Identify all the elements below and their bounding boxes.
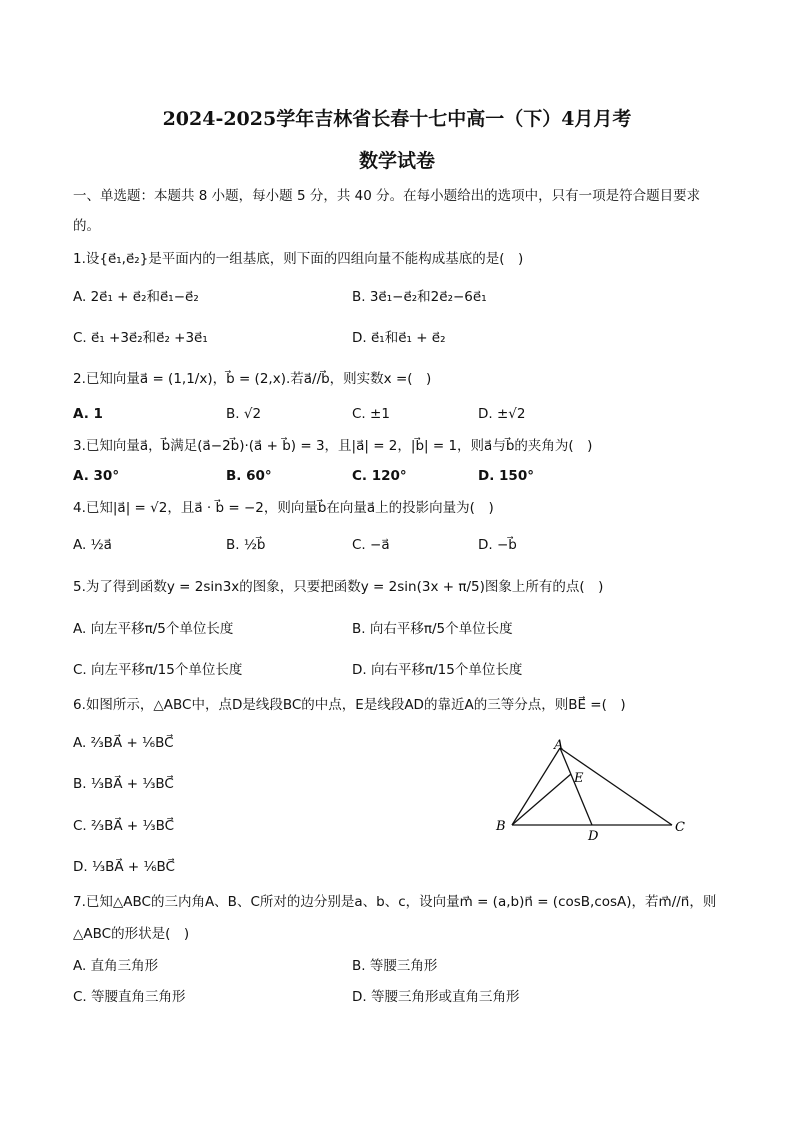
question-7-stem-line1: 7.已知△ABC的三内角A、B、C所对的边分别是a、b、c，设向量m⃗ = (a,b)n⃗ = (cosB,cosA)，若m⃗//n⃗，则	[73, 894, 717, 910]
section-instructions-line2: 的。	[73, 218, 100, 234]
question-1-option-d: D. e⃗₁和e⃗₁ + e⃗₂	[352, 330, 446, 346]
question-3-option-b: B. 60°	[226, 468, 272, 484]
question-1-option-a: A. 2e⃗₁ + e⃗₂和e⃗₁−e⃗₂	[73, 289, 199, 305]
question-4-option-c: C. −a⃗	[352, 537, 390, 553]
segment-be	[512, 774, 571, 825]
question-7-option-a: A. 直角三角形	[73, 958, 159, 974]
question-5-option-c: C. 向左平移π/15个单位长度	[73, 662, 243, 678]
question-4-option-a: A. ½a⃗	[73, 537, 112, 553]
question-2-option-c: C. ±1	[352, 406, 390, 422]
question-3-option-a: A. 30°	[73, 468, 120, 484]
question-3-stem: 3.已知向量a⃗，b⃗满足(a⃗−2b⃗)·(a⃗ + b⃗) = 3，且|a⃗| = 2，|b⃗| = 1，则a⃗与b⃗的夹角为( )	[73, 438, 593, 454]
question-4-option-b: B. ½b⃗	[226, 537, 266, 553]
question-3-option-c: C. 120°	[352, 468, 407, 484]
question-1-stem: 1.设{e⃗₁,e⃗₂}是平面内的一组基底，则下面的四组向量不能构成基底的是( )	[73, 251, 524, 267]
page-subtitle: 数学试卷	[358, 150, 435, 172]
question-6-option-d: D. ⅓BA⃗ + ⅙BC⃗	[73, 859, 175, 875]
question-5-stem: 5.为了得到函数y = 2sin3x的图象，只要把函数y = 2sin(3x + π/5)图象上所有的点( )	[73, 579, 604, 595]
question-7-option-b: B. 等腰三角形	[352, 958, 438, 974]
question-5-option-a: A. 向左平移π/5个单位长度	[73, 621, 234, 637]
label-a: A	[554, 738, 564, 753]
question-6-option-c: C. ⅔BA⃗ + ⅓BC⃗	[73, 818, 175, 834]
question-7-stem-line2: △ABC的形状是( )	[73, 926, 190, 942]
question-3-option-d: D. 150°	[478, 468, 534, 484]
question-2-option-a: A. 1	[73, 406, 103, 422]
question-1-option-c: C. e⃗₁ +3e⃗₂和e⃗₂ +3e⃗₁	[73, 330, 208, 346]
label-e: E	[574, 771, 584, 786]
question-6-option-a: A. ⅔BA⃗ + ⅙BC⃗	[73, 735, 174, 751]
question-5-option-d: D. 向右平移π/15个单位长度	[352, 662, 523, 678]
label-d: D	[588, 829, 599, 844]
question-5-option-b: B. 向右平移π/5个单位长度	[352, 621, 513, 637]
segment-ab	[512, 748, 560, 825]
question-6-stem: 6.如图所示，△ABC中，点D是线段BC的中点，E是线段AD的靠近A的三等分点，则BE⃗ =( )	[73, 697, 626, 713]
question-2-option-b: B. √2	[226, 406, 262, 422]
label-c: C	[675, 820, 685, 835]
question-1-option-b: B. 3e⃗₁−e⃗₂和2e⃗₂−6e⃗₁	[352, 289, 487, 305]
question-4-option-d: D. −b⃗	[478, 537, 517, 553]
question-2-stem: 2.已知向量a⃗ = (1,1/x)，b⃗ = (2,x).若a⃗//b⃗，则实数x =( )	[73, 371, 432, 387]
question-7-option-c: C. 等腰直角三角形	[73, 989, 186, 1005]
question-4-stem: 4.已知|a⃗| = √2，且a⃗ · b⃗ = −2，则向量b⃗在向量a⃗上的投影向量为( )	[73, 500, 494, 516]
section-instructions-line1: 一、单选题：本题共 8 小题，每小题 5 分，共 40 分。在每小题给出的选项中，只有一项是符合题目要求	[73, 188, 701, 204]
label-b: B	[496, 819, 506, 834]
question-6-option-b: B. ⅓BA⃗ + ⅓BC⃗	[73, 776, 174, 792]
page-title: 2024-2025学年吉林省长春十七中高一（下）4月月考	[162, 108, 632, 130]
question-7-option-d: D. 等腰三角形或直角三角形	[352, 989, 520, 1005]
question-2-option-d: D. ±√2	[478, 406, 526, 422]
segment-ac	[560, 748, 672, 825]
triangle-figure	[490, 735, 695, 845]
